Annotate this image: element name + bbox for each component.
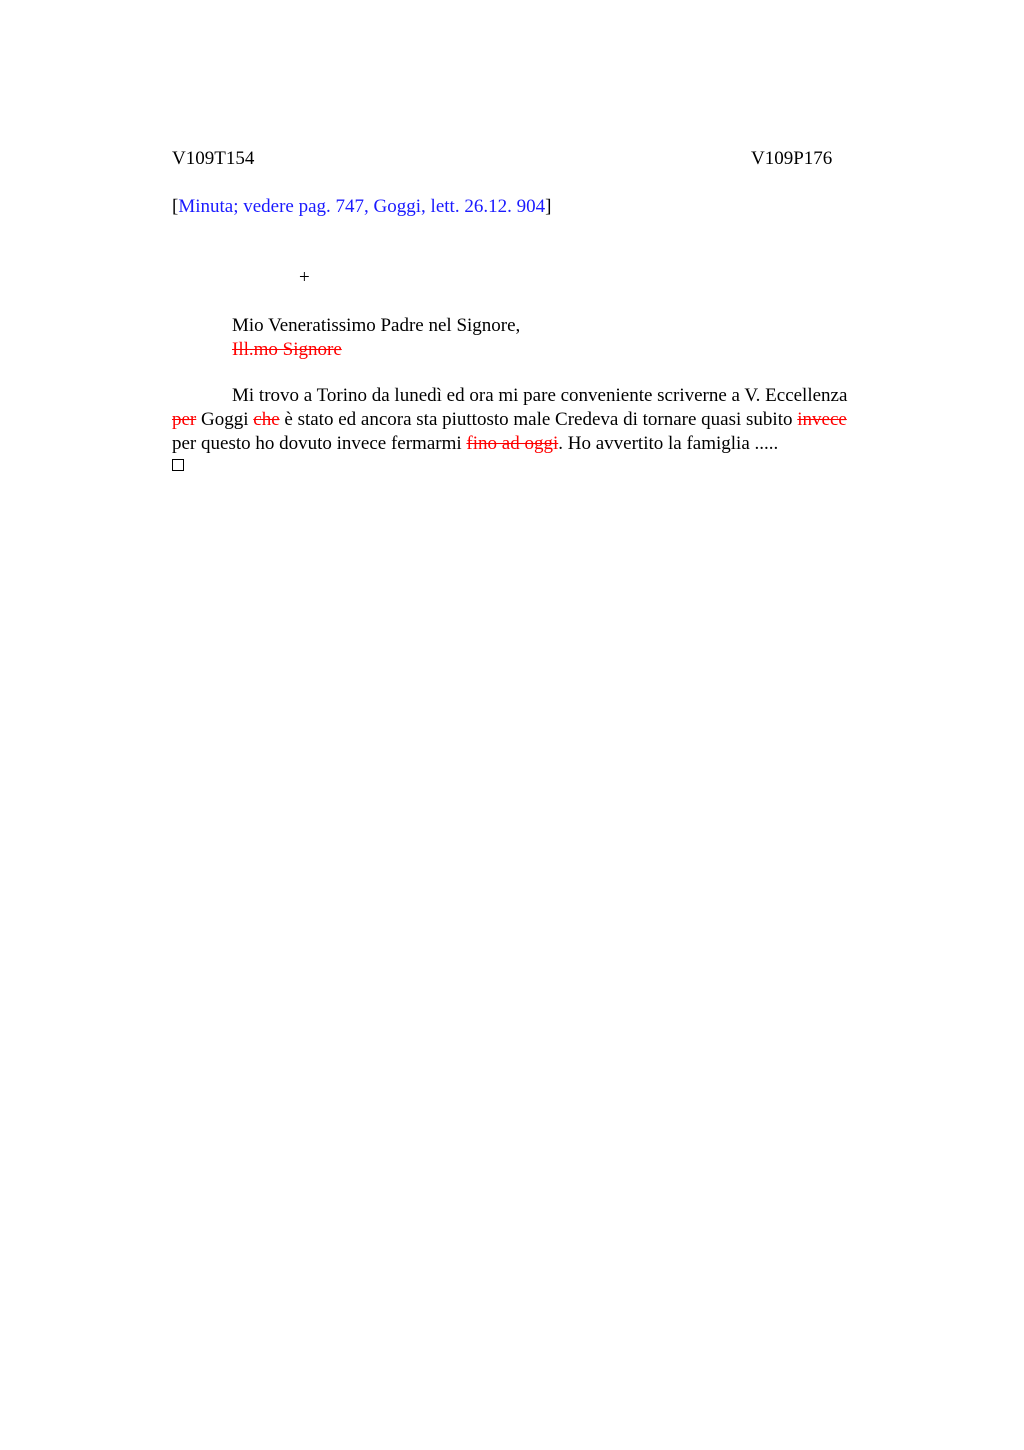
struck-phrase-fino-ad-oggi: fino ad oggi [466, 433, 559, 454]
body-line-1 [172, 384, 912, 408]
note-close-bracket: ] [545, 196, 552, 217]
note-open-bracket: [ [172, 196, 179, 217]
salutation-line: Mio Veneratissimo Padre nel Signore, [232, 315, 521, 336]
struck-word-per: per [172, 409, 197, 430]
salutation-struck: Ill.mo Signore [232, 339, 342, 360]
body-line-1-text: Mi trovo a Torino da lunedì ed ora mi pare conveniente scriverne a V. Eccellenza [232, 385, 848, 406]
body-line-2-text-b: Goggi [196, 409, 254, 430]
cross-mark: + [299, 267, 310, 288]
body-line-3-text-a: per questo ho dovuto invece fermarmi [172, 433, 467, 454]
body-line-3-text-c: . Ho avvertito la famiglia ..... [558, 433, 779, 454]
body-line-2 [172, 408, 912, 432]
header-left-code: V109T154 [172, 148, 255, 169]
header-right-code: V109P176 [751, 148, 833, 169]
body-line-3 [172, 432, 912, 456]
body-line-2-text-d: è stato ed ancora sta piuttosto male Credeva di tornare quasi subito [279, 409, 798, 430]
struck-word-invece: invece [797, 409, 847, 430]
checkbox-square-icon [172, 459, 184, 471]
note-text: Minuta; vedere pag. 747, Goggi, lett. 26.12. 904 [178, 196, 546, 217]
struck-word-che: che [253, 409, 280, 430]
editorial-note [172, 195, 551, 218]
